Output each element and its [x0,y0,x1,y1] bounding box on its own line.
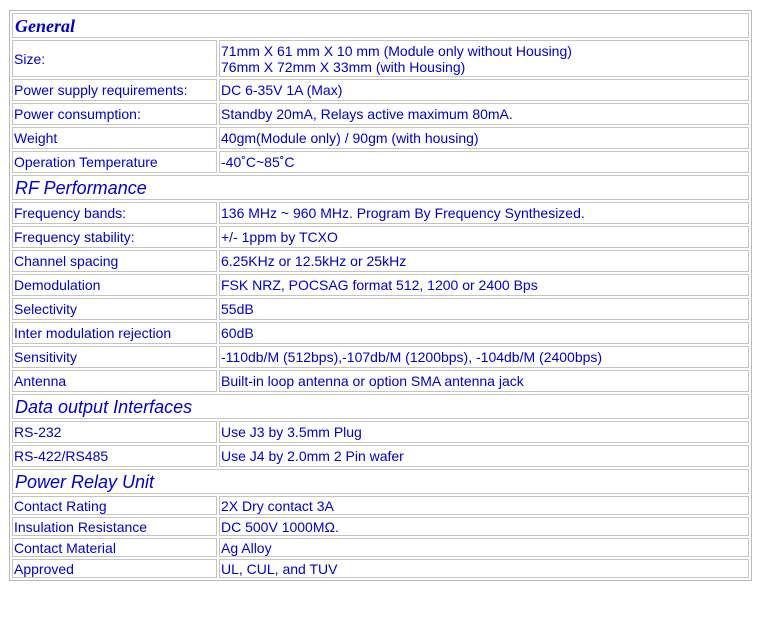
spec-label: Frequency stability: [12,226,217,248]
table-row [12,40,749,77]
section-header-row [12,13,749,38]
spec-value: 40gm(Module only) / 90gm (with housing) [219,127,749,149]
spec-value [219,40,749,77]
section-header-row [12,469,749,494]
table-row [12,346,749,368]
table-row [12,250,749,272]
spec-value-line: 76mm X 72mm X 33mm (with Housing) [221,58,466,75]
spec-label: Contact Material [12,538,217,557]
spec-value: 2X Dry contact 3A [219,496,749,515]
section-title-data-output: Data output Interfaces [12,394,749,419]
spec-label: Operation Temperature [12,151,217,173]
spec-label: Power consumption: [12,103,217,125]
table-row [12,298,749,320]
table-row [12,559,749,578]
spec-value: 6.25KHz or 12.5kHz or 25kHz [219,250,749,272]
spec-label: Selectivity [12,298,217,320]
spec-label: RS-232 [12,421,217,443]
spec-label: Approved [12,559,217,578]
spec-value: DC 500V 1000MΩ. [219,517,749,536]
spec-label: RS-422/RS485 [12,445,217,467]
spec-label: Channel spacing [12,250,217,272]
spec-value: Standby 20mA, Relays active maximum 80mA. [219,103,749,125]
table-row [12,151,749,173]
spec-value-line: 71mm X 61 mm X 10 mm (Module only without Housing) [221,42,572,59]
spec-value: Ag Alloy [219,538,749,557]
spec-label: Sensitivity [12,346,217,368]
table-row [12,226,749,248]
spec-label: Inter modulation rejection [12,322,217,344]
section-title-rf-performance: RF Performance [12,175,749,200]
section-header-row [12,394,749,419]
section-header-row [12,175,749,200]
table-row [12,322,749,344]
table-row [12,445,749,467]
table-row [12,79,749,101]
spec-label: Insulation Resistance [12,517,217,536]
table-row [12,202,749,224]
spec-value: Use J4 by 2.0mm 2 Pin wafer [219,445,749,467]
spec-value: 60dB [219,322,749,344]
spec-label: Size: [12,40,217,77]
spec-value: DC 6-35V 1A (Max) [219,79,749,101]
table-row [12,370,749,392]
specifications-table [9,10,752,581]
spec-label: Power supply requirements: [12,79,217,101]
spec-value: -40˚C~85˚C [219,151,749,173]
table-row [12,103,749,125]
table-row [12,496,749,515]
spec-value: UL, CUL, and TUV [219,559,749,578]
table-row [12,421,749,443]
spec-value: +/- 1ppm by TCXO [219,226,749,248]
table-row [12,538,749,557]
table-row [12,127,749,149]
spec-value: -110db/M (512bps),-107db/M (1200bps), -104db/M (2400bps) [219,346,749,368]
spec-label: Frequency bands: [12,202,217,224]
spec-label: Contact Rating [12,496,217,515]
spec-label: Weight [12,127,217,149]
spec-label: Antenna [12,370,217,392]
spec-value: Use J3 by 3.5mm Plug [219,421,749,443]
spec-value: Built-in loop antenna or option SMA antenna jack [219,370,749,392]
section-title-general: General [12,13,749,38]
section-title-power-relay: Power Relay Unit [12,469,749,494]
table-row [12,274,749,296]
spec-value: 55dB [219,298,749,320]
spec-label: Demodulation [12,274,217,296]
spec-value: FSK NRZ, POCSAG format 512, 1200 or 2400 Bps [219,274,749,296]
table-row [12,517,749,536]
spec-value: 136 MHz ~ 960 MHz. Program By Frequency Synthesized. [219,202,749,224]
